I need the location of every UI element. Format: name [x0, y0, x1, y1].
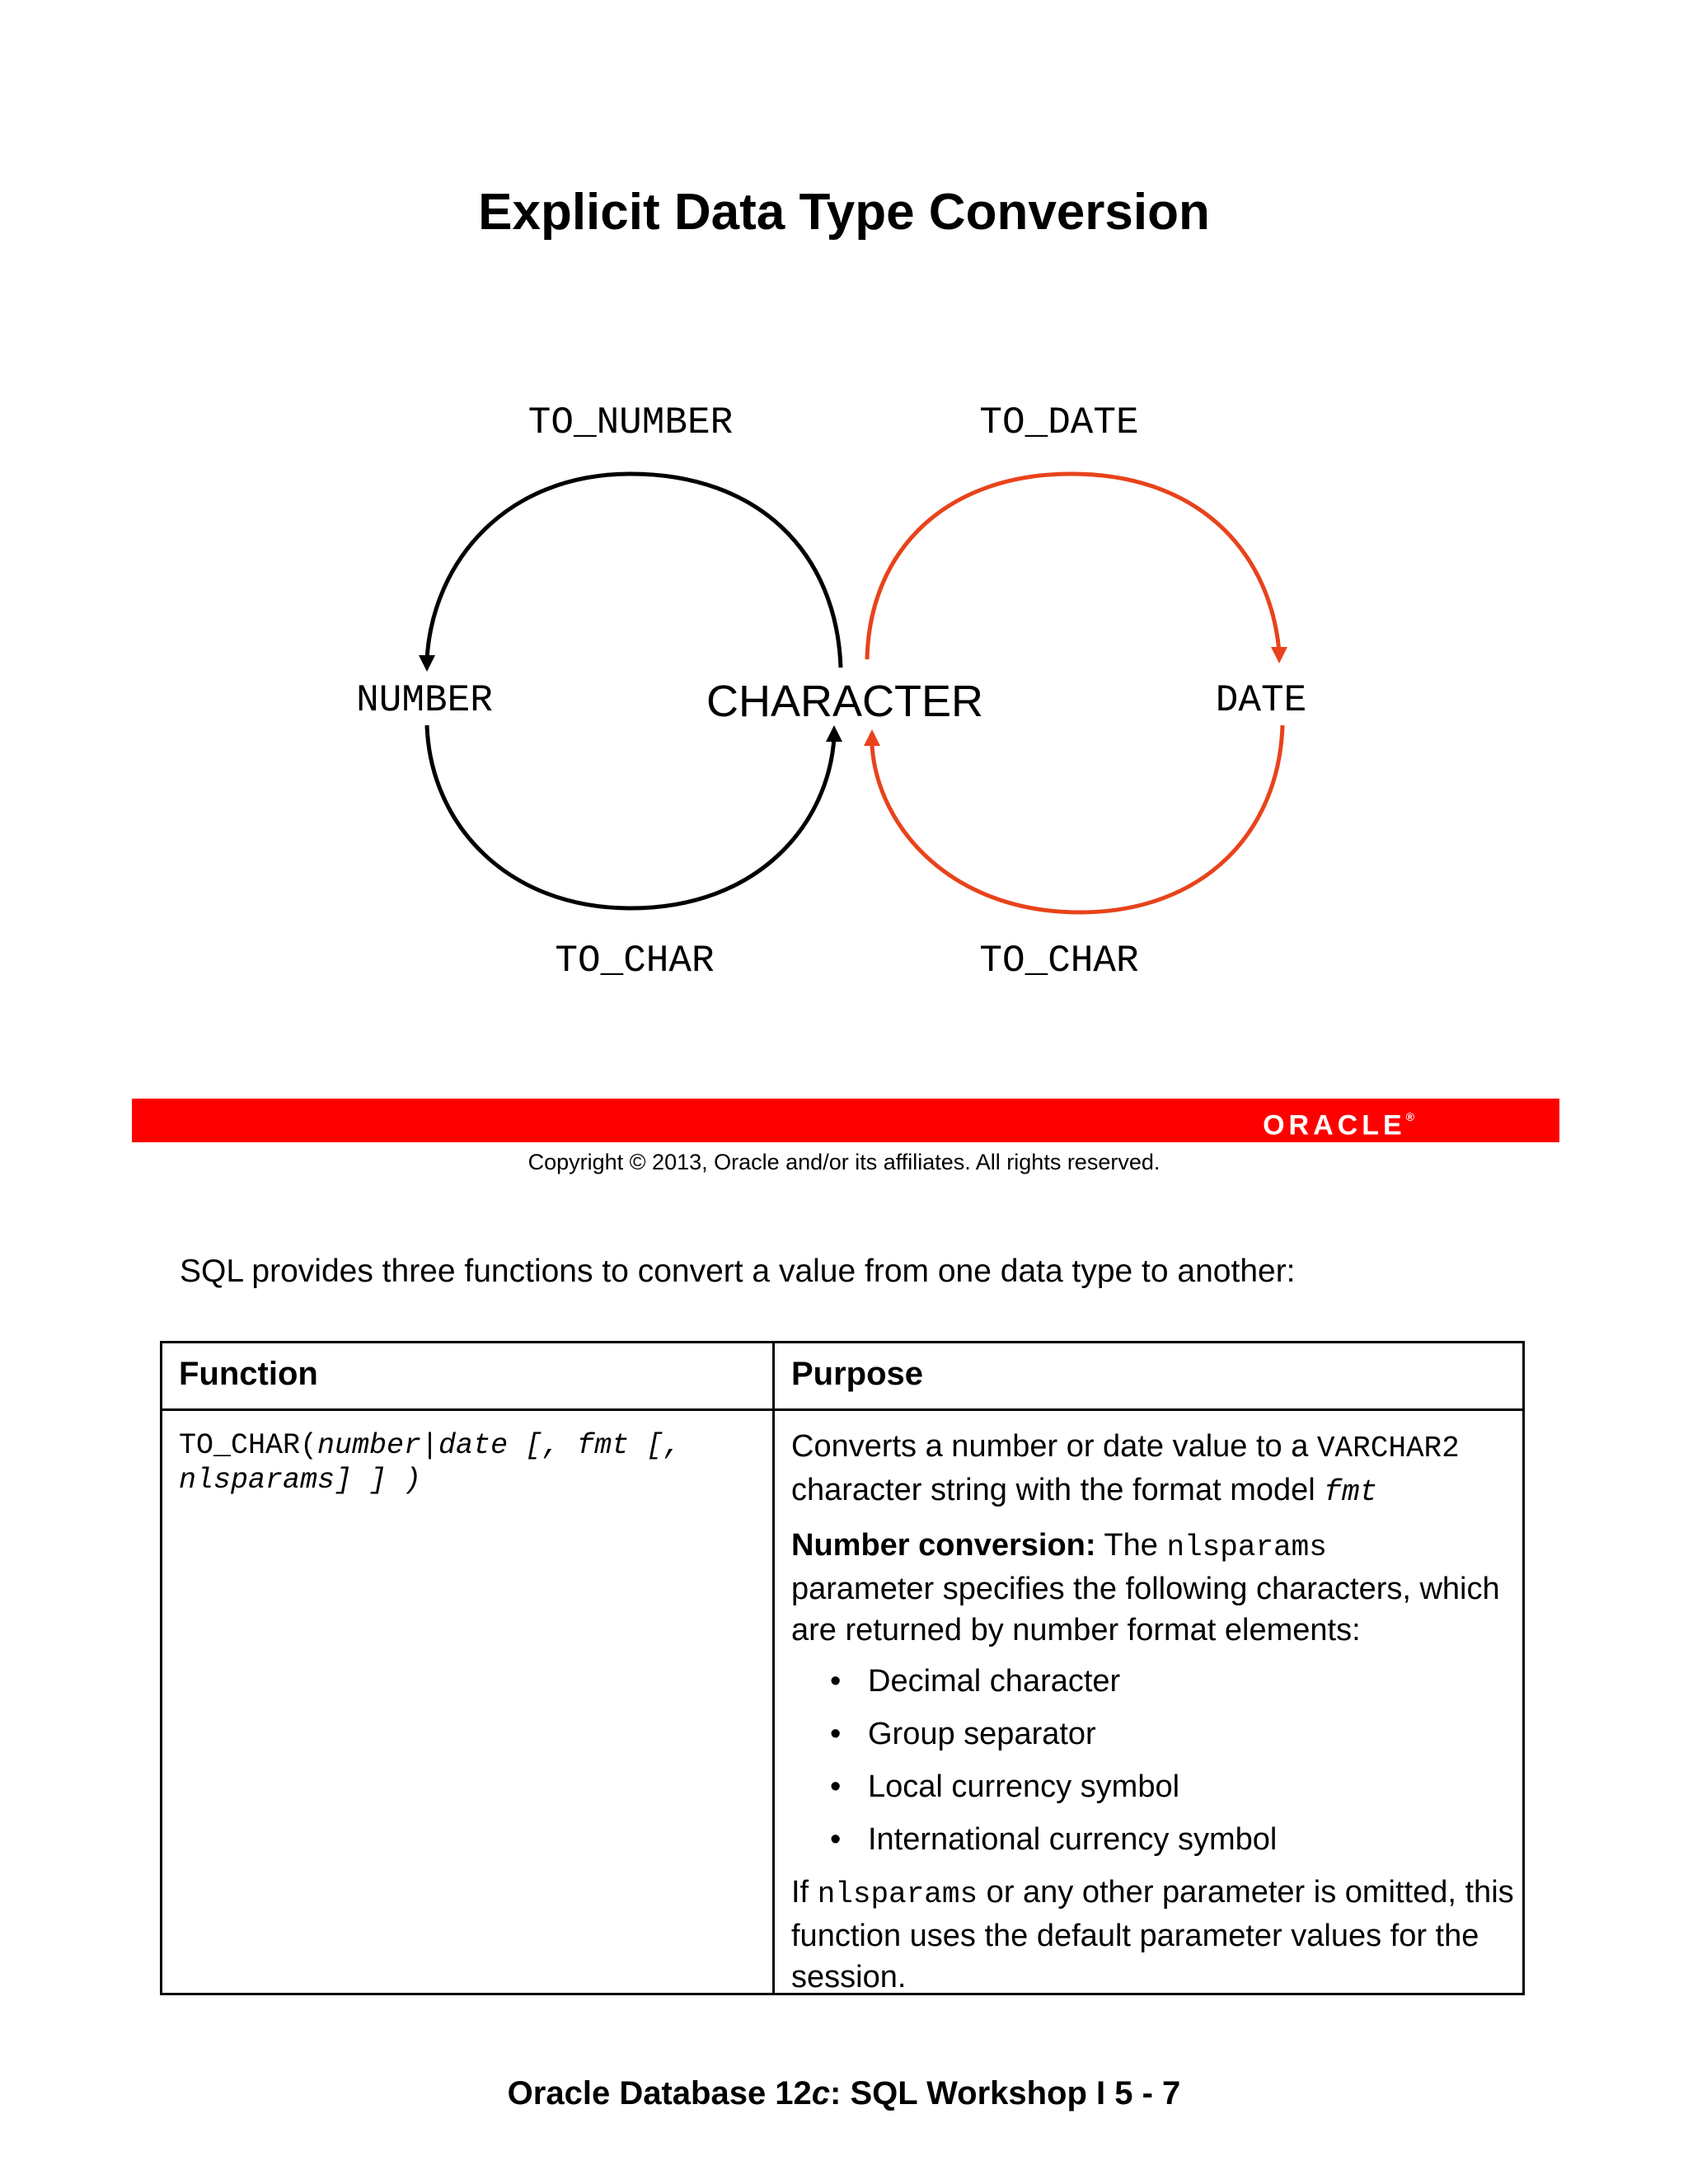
arrow-to-char-right [864, 729, 880, 746]
header-purpose: Purpose [791, 1356, 924, 1392]
intro-text: SQL provides three functions to convert a value from one data type to another: [180, 1254, 1296, 1289]
to-date-arc [867, 474, 1279, 659]
label-to-number: TO_NUMBER [528, 401, 734, 444]
to-char-left-arc [427, 725, 834, 908]
number-conversion-note: Number conversion: The nlsparams parameter specifies the following characters, which are returned by number format elements: [791, 1528, 1500, 1647]
label-to-date: TO_DATE [979, 401, 1139, 444]
list-item: • Local currency symbol [868, 1766, 1517, 1807]
page-footer: Oracle Database 12c: SQL Workshop I 5 - 7 [507, 2075, 1181, 2111]
list-item: • Group separator [868, 1713, 1517, 1755]
arrow-to-date [1271, 647, 1287, 663]
header-divider [162, 1408, 1522, 1411]
header-function: Function [179, 1356, 318, 1392]
format-element-list [791, 1661, 1517, 1860]
function-table [160, 1341, 1525, 1995]
column-divider [772, 1343, 775, 1993]
purpose-cell [791, 1426, 1517, 1998]
label-to-char-left: TO_CHAR [555, 940, 715, 982]
label-number: NUMBER [356, 679, 493, 722]
slide-title: Explicit Data Type Conversion [478, 184, 1210, 241]
label-character: CHARACTER [706, 677, 984, 726]
label-date: DATE [1215, 679, 1307, 722]
default-params-note: If nlsparams or any other parameter is omitted, this function uses the default parameter values for the session. [791, 1875, 1514, 1994]
arrow-to-number [419, 655, 435, 672]
purpose-summary: Converts a number or date value to a VARCHAR2 character string with the format model fmt [791, 1429, 1460, 1509]
arrow-to-char-left [826, 725, 842, 742]
oracle-logo: ORACLE® [1263, 1109, 1414, 1141]
conversion-diagram [0, 0, 1688, 1022]
to-number-arc [427, 474, 841, 668]
list-item: • International currency symbol [868, 1819, 1517, 1860]
to-char-right-arc [872, 725, 1282, 912]
copyright: Copyright © 2013, Oracle and/or its affiliates. All rights reserved. [528, 1150, 1160, 1174]
list-item: • Decimal character [868, 1661, 1517, 1702]
oracle-banner [132, 1099, 1559, 1142]
function-signature: TO_CHAR(number|date [, fmt [, nlsparams] ] ) [179, 1429, 682, 1497]
label-to-char-right: TO_CHAR [979, 940, 1139, 982]
